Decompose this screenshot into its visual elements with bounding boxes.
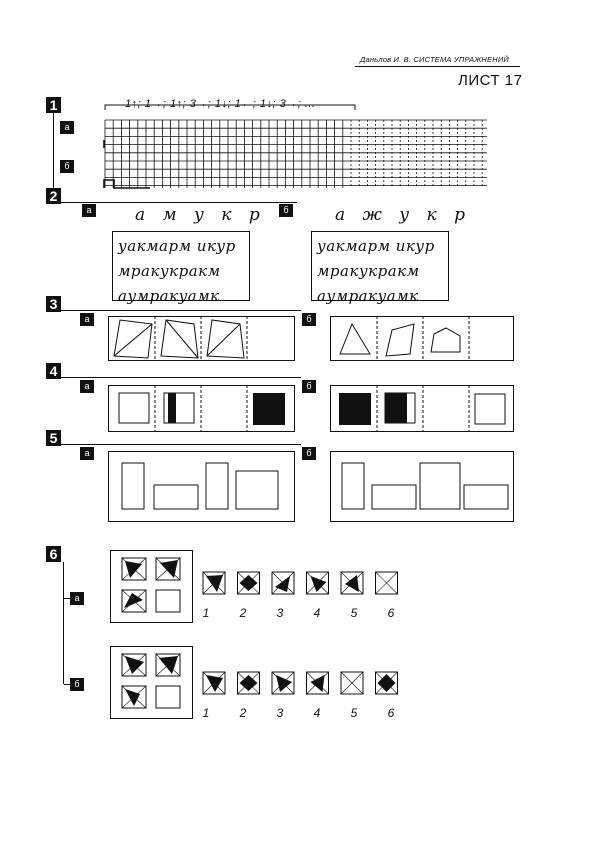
task-6a-option-5[interactable]: 5 — [350, 606, 358, 620]
task-6a-option-2[interactable]: 2 — [239, 606, 247, 620]
task-2-rule-left — [61, 202, 297, 203]
sheet-title: ЛИСТ 17 — [458, 72, 523, 89]
task-5a-label: а — [80, 447, 94, 460]
task-6b-matrix — [110, 646, 194, 720]
task-6b-option-6[interactable]: 6 — [387, 706, 395, 720]
task-2-number: 2 — [46, 188, 61, 204]
task-6b-option-4[interactable]: 4 — [313, 706, 321, 720]
task-3-number: 3 — [46, 296, 61, 312]
task-6-bracket — [63, 562, 64, 684]
task-3b-label: б — [302, 313, 316, 326]
task-6a-option-1[interactable]: 1 — [202, 606, 210, 620]
task-6b-options[interactable] — [203, 672, 403, 698]
task-2b-line-3: аумракуамк — [317, 287, 419, 305]
task-2a-line-2: мракукракм — [118, 262, 221, 280]
task-2a-letters: а м у к р — [135, 205, 266, 225]
task-3a-strip — [108, 316, 298, 362]
task-2b-box — [311, 231, 449, 305]
task-6b-option-3[interactable]: 3 — [276, 706, 284, 720]
task-3-rule — [61, 310, 301, 311]
task-4b-label: б — [302, 380, 316, 393]
task-2b-label: б — [279, 204, 293, 217]
task-6a-option-3[interactable]: 3 — [276, 606, 284, 620]
task-6a-options[interactable] — [203, 572, 403, 598]
header-divider — [355, 66, 520, 67]
task-6a-option-4[interactable]: 4 — [313, 606, 321, 620]
task-2a-line-3: аумракуамк — [118, 287, 220, 305]
task-4a-label: а — [80, 380, 94, 393]
task-6b-label: б — [70, 678, 84, 691]
task-5b-frame — [330, 451, 518, 523]
task-6-number: 6 — [46, 546, 61, 562]
task-5-number: 5 — [46, 430, 61, 446]
task-1b-label: б — [60, 160, 74, 173]
task-6a-option-numbers — [196, 606, 401, 620]
task-6a-label: а — [70, 592, 84, 605]
task-6a-option-6[interactable]: 6 — [387, 606, 395, 620]
task-2a-box — [112, 231, 250, 305]
task-1a-label: а — [60, 121, 74, 134]
task-5a-frame — [108, 451, 298, 523]
task-2b-letters: а ж у к р — [335, 205, 471, 225]
task-1-number: 1 — [46, 97, 61, 113]
task-2b-line-2: мракукракм — [317, 262, 420, 280]
task-2a-line-1: уакмарм икур — [118, 237, 236, 255]
task-3a-label: а — [80, 313, 94, 326]
task-1-bracket — [53, 113, 54, 188]
header-author: Даньлов И. В. СИСТЕМА УПРАЖНЕНИЙ — [360, 55, 509, 64]
task-6b-option-5[interactable]: 5 — [350, 706, 358, 720]
task-4-number: 4 — [46, 363, 61, 379]
task-4a-strip — [108, 385, 298, 433]
task-6b-option-numbers — [196, 706, 401, 720]
task-1-grid[interactable] — [100, 100, 490, 195]
task-6b-option-2[interactable]: 2 — [239, 706, 247, 720]
task-5b-label: б — [302, 447, 316, 460]
task-5-rule — [61, 444, 301, 445]
task-3b-strip — [330, 316, 518, 362]
task-1-pattern: 1↑; 1→; 1↑; 3→; 1↓; 1←; 1↓; 3→; ... — [125, 98, 316, 110]
task-2b-line-1: уакмарм икур — [317, 237, 435, 255]
task-6a-matrix — [110, 550, 194, 624]
task-4-rule — [61, 377, 301, 378]
task-4b-strip — [330, 385, 518, 433]
task-2a-label: а — [82, 204, 96, 217]
task-6b-option-1[interactable]: 1 — [202, 706, 210, 720]
